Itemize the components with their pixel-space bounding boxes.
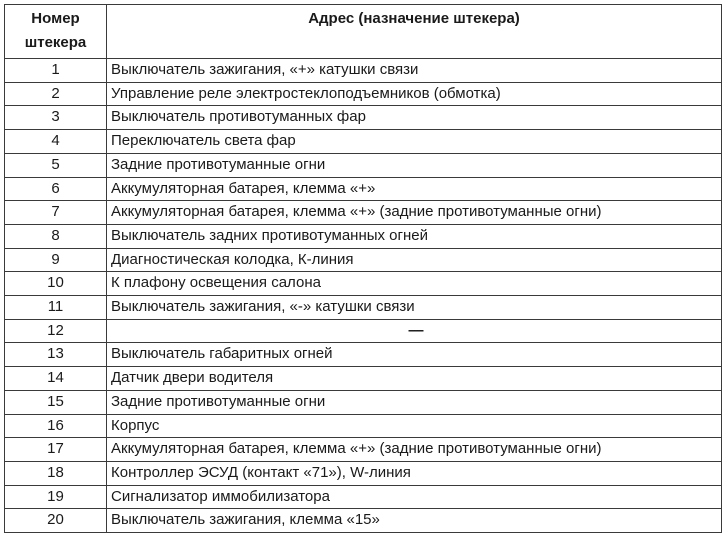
table-row bbox=[5, 319, 722, 343]
table-row bbox=[5, 82, 722, 106]
pin-number-cell: 10 bbox=[5, 272, 107, 296]
table-row bbox=[5, 485, 722, 509]
table-row bbox=[5, 224, 722, 248]
header-pin-number bbox=[5, 5, 107, 59]
pin-address-cell: Управление реле электростеклоподъемников (обмотка) bbox=[107, 82, 722, 106]
table-row bbox=[5, 177, 722, 201]
pin-number-cell: 7 bbox=[5, 201, 107, 225]
pin-address-cell: Контроллер ЭСУД (контакт «71»), W-линия bbox=[107, 461, 722, 485]
pin-number-cell: 5 bbox=[5, 153, 107, 177]
table-row bbox=[5, 201, 722, 225]
pin-address-cell: Аккумуляторная батарея, клемма «+» (задние противотуманные огни) bbox=[107, 201, 722, 225]
table-row bbox=[5, 59, 722, 83]
pin-address-cell: Выключатель зажигания, «+» катушки связи bbox=[107, 59, 722, 83]
header-pin-number-line1: Номер bbox=[31, 10, 80, 27]
pin-address-cell: Аккумуляторная батарея, клемма «+» bbox=[107, 177, 722, 201]
pin-address-cell: Выключатель габаритных огней bbox=[107, 343, 722, 367]
pin-number-cell: 2 bbox=[5, 82, 107, 106]
pin-number-cell: 3 bbox=[5, 106, 107, 130]
pin-address-cell: Задние противотуманные огни bbox=[107, 153, 722, 177]
pin-address-cell: Сигнализатор иммобилизатора bbox=[107, 485, 722, 509]
table-header bbox=[5, 5, 722, 59]
pin-number-cell: 12 bbox=[5, 319, 107, 343]
table-row bbox=[5, 414, 722, 438]
pin-address-cell: Корпус bbox=[107, 414, 722, 438]
table-row bbox=[5, 248, 722, 272]
pin-number-cell: 6 bbox=[5, 177, 107, 201]
table-row bbox=[5, 343, 722, 367]
pin-address-cell: Выключатель зажигания, клемма «15» bbox=[107, 509, 722, 533]
pin-number-cell: 11 bbox=[5, 296, 107, 320]
pin-number-cell: 9 bbox=[5, 248, 107, 272]
pin-number-cell: 18 bbox=[5, 461, 107, 485]
header-address: Адрес (назначение штекера) bbox=[107, 5, 722, 59]
pin-address-cell: Задние противотуманные огни bbox=[107, 390, 722, 414]
pin-number-cell: 19 bbox=[5, 485, 107, 509]
table-row bbox=[5, 153, 722, 177]
table-row bbox=[5, 106, 722, 130]
pin-number-cell: 17 bbox=[5, 438, 107, 462]
table-row bbox=[5, 390, 722, 414]
table-row bbox=[5, 461, 722, 485]
header-row bbox=[5, 5, 722, 59]
pin-number-cell: 1 bbox=[5, 59, 107, 83]
pin-address-cell: — bbox=[107, 319, 722, 343]
pin-number-cell: 20 bbox=[5, 509, 107, 533]
table-row bbox=[5, 130, 722, 154]
table-row bbox=[5, 438, 722, 462]
pin-number-cell: 13 bbox=[5, 343, 107, 367]
pin-number-cell: 8 bbox=[5, 224, 107, 248]
table-row bbox=[5, 296, 722, 320]
pin-number-cell: 15 bbox=[5, 390, 107, 414]
pin-address-cell: Датчик двери водителя bbox=[107, 367, 722, 391]
pin-address-cell: Переключатель света фар bbox=[107, 130, 722, 154]
table-row bbox=[5, 367, 722, 391]
pin-address-cell: К плафону освещения салона bbox=[107, 272, 722, 296]
pin-assignment-table-wrapper bbox=[4, 4, 721, 533]
pin-assignment-table bbox=[4, 4, 722, 533]
pin-number-cell: 4 bbox=[5, 130, 107, 154]
pin-number-cell: 14 bbox=[5, 367, 107, 391]
pin-address-cell: Выключатель задних противотуманных огней bbox=[107, 224, 722, 248]
pin-address-cell: Выключатель противотуманных фар bbox=[107, 106, 722, 130]
pin-address-cell: Выключатель зажигания, «-» катушки связи bbox=[107, 296, 722, 320]
pin-address-cell: Аккумуляторная батарея, клемма «+» (задние противотуманные огни) bbox=[107, 438, 722, 462]
header-pin-number-line2: штекера bbox=[24, 34, 87, 51]
table-row bbox=[5, 509, 722, 533]
pin-address-cell: Диагностическая колодка, К-линия bbox=[107, 248, 722, 272]
table-body bbox=[5, 59, 722, 533]
pin-number-cell: 16 bbox=[5, 414, 107, 438]
table-row bbox=[5, 272, 722, 296]
